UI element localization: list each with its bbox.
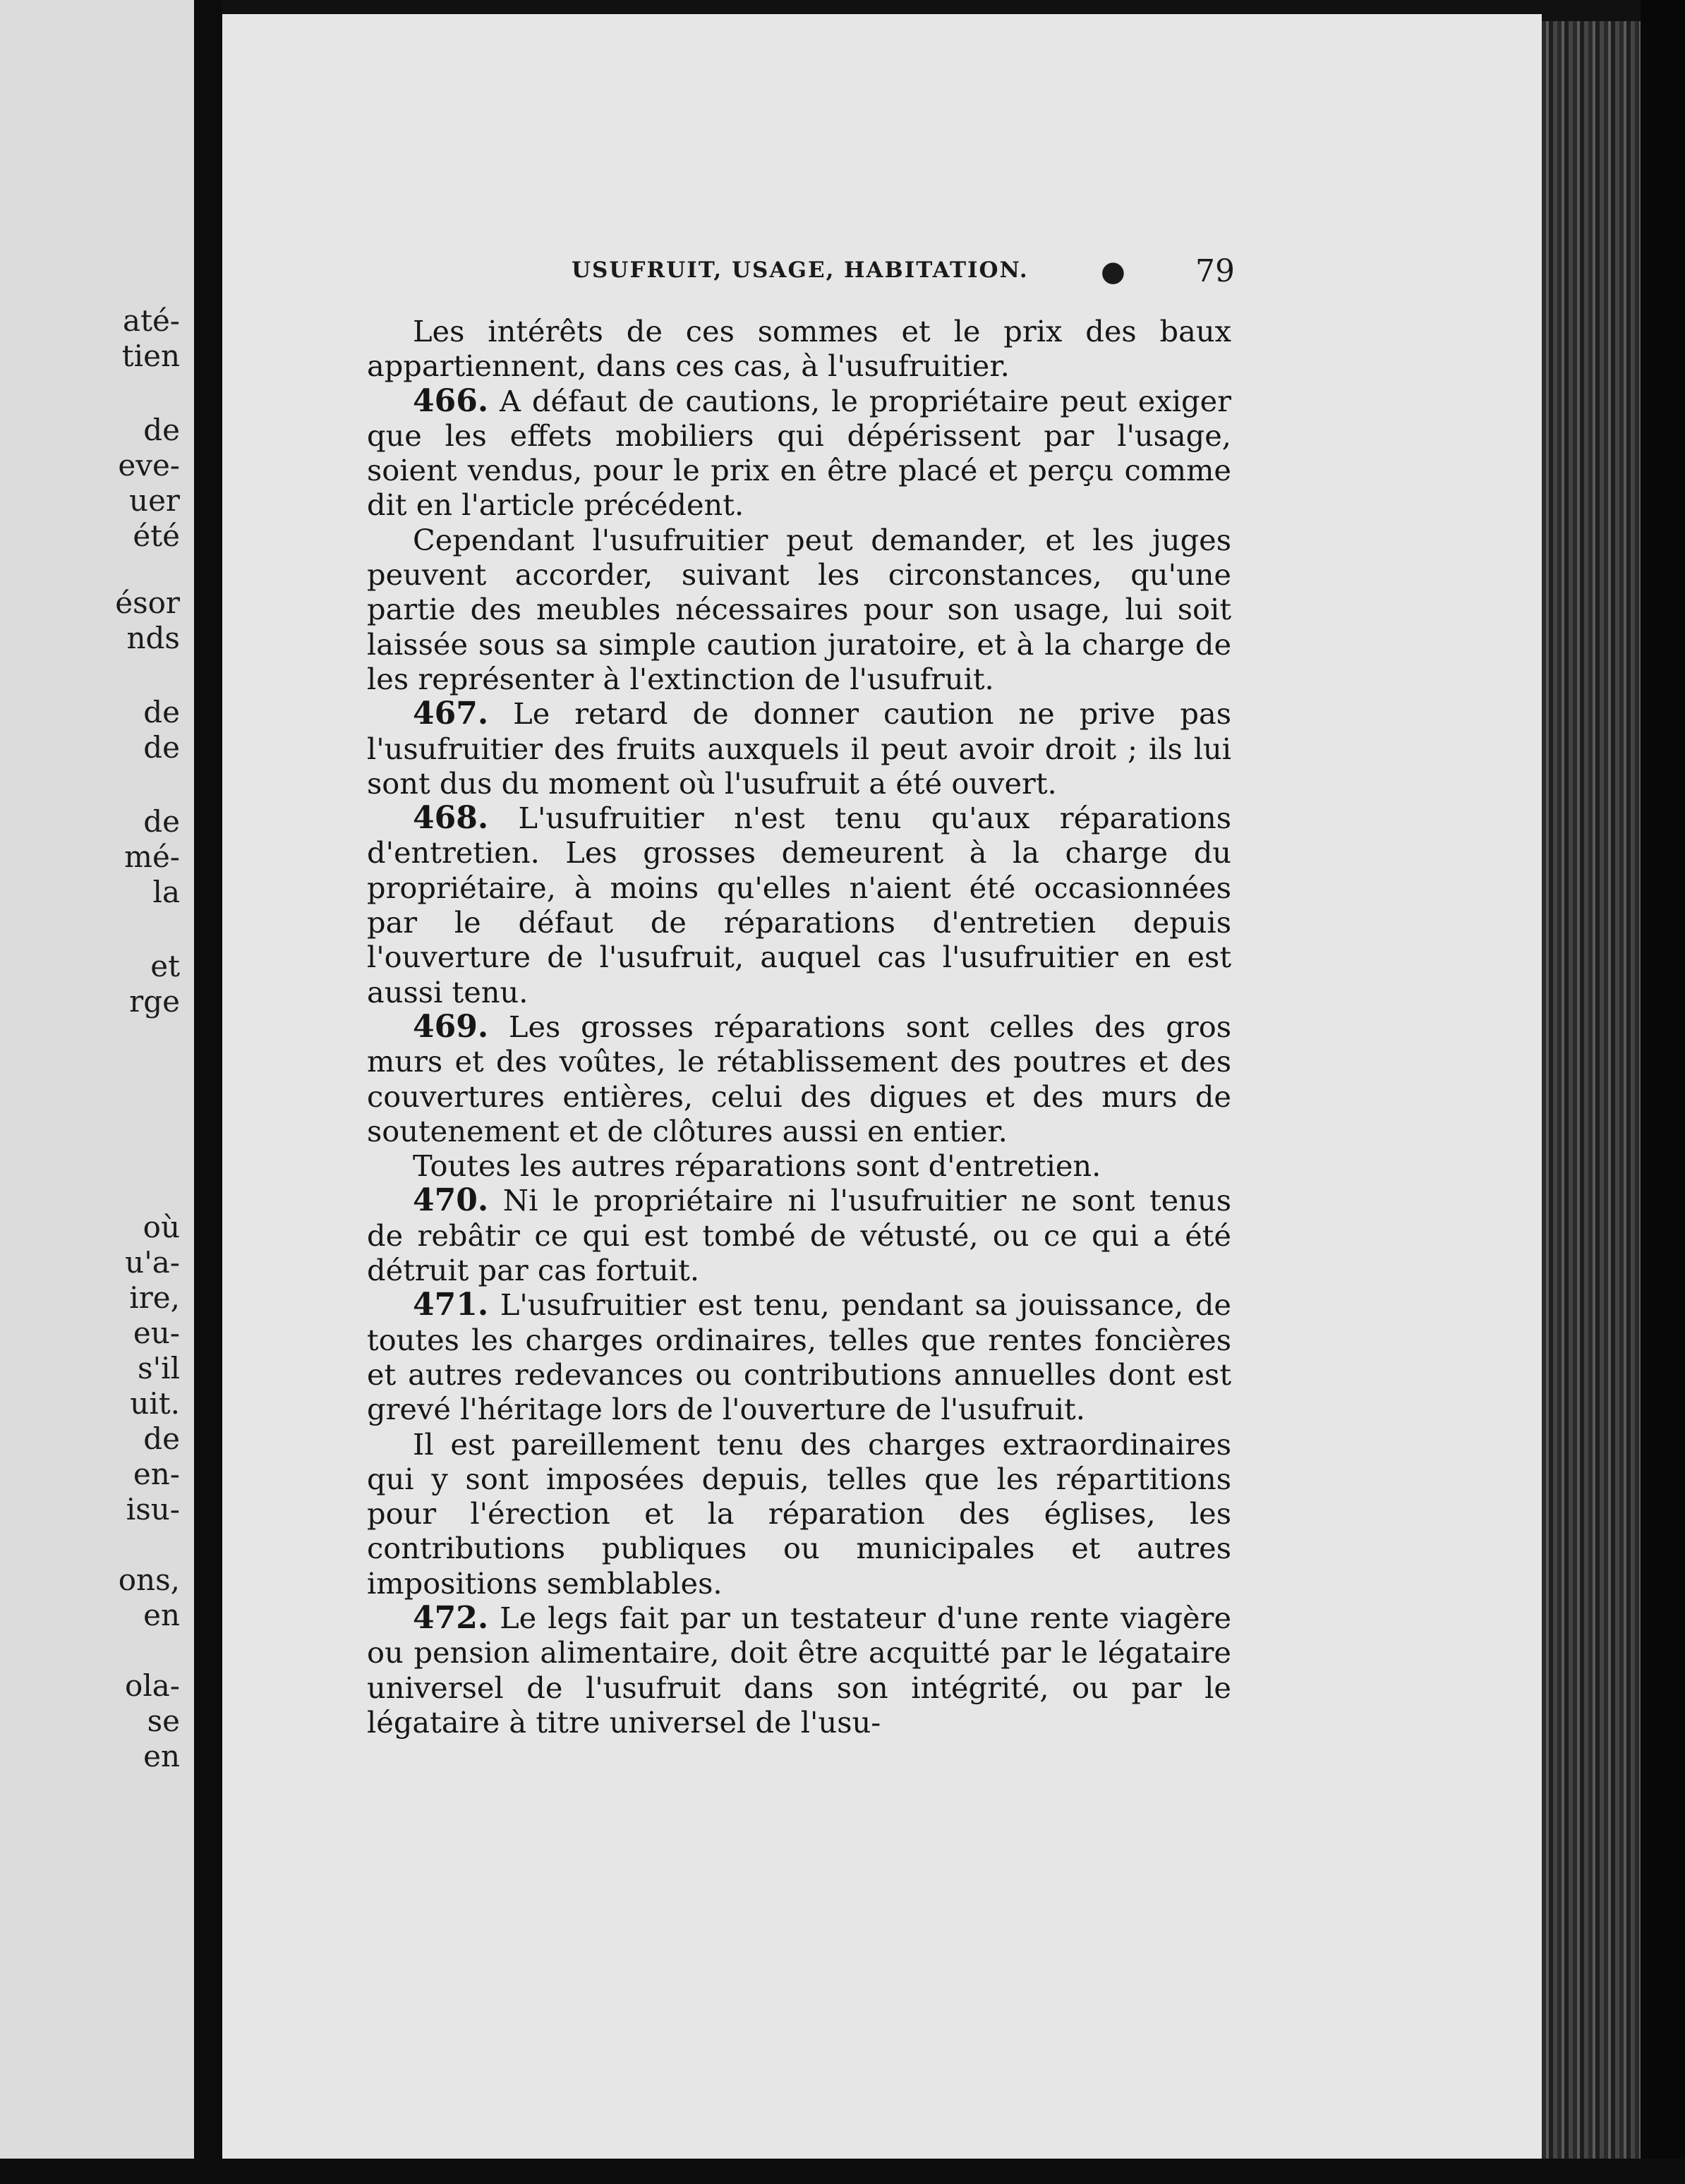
- book-gutter: [194, 0, 222, 2184]
- paragraph-text: Toutes les autres réparations sont d'entretien.: [413, 1148, 1101, 1184]
- article-number: 472.: [413, 1599, 489, 1636]
- left-page-fragment: en: [143, 1598, 180, 1632]
- left-page-fragment: ola-: [125, 1668, 180, 1703]
- bottom-border: [0, 2159, 1685, 2184]
- paragraph: [367, 1287, 1231, 1426]
- left-page-fragment: où: [143, 1210, 180, 1244]
- left-page-fragment: ons,: [118, 1563, 180, 1597]
- paragraph: [367, 314, 1231, 384]
- left-page-fragment: en-: [133, 1457, 180, 1491]
- left-page-fragment: de: [143, 804, 180, 839]
- paragraph-text: Le legs fait par un testateur d'une rente viagère ou pension alimentaire, doit être acquitté par le légataire universel de l'usufruit dans son intégrité, ou par le légataire à titre universel de l'usu-: [367, 1600, 1231, 1740]
- left-page-fragment: se: [147, 1704, 180, 1738]
- article-number: 469.: [413, 1008, 489, 1045]
- paragraph: [367, 1148, 1231, 1183]
- paragraph: [367, 801, 1231, 1009]
- page-number: 79: [1195, 253, 1235, 289]
- left-page-fragment: ire,: [129, 1280, 180, 1315]
- left-page-fragment: tien: [121, 339, 180, 373]
- paragraph-text: Cependant l'usufruitier peut demander, et les juges peuvent accorder, suivant les circonstances, qu'une partie des meubles nécessaires pour son usage, lui soit laissée sous sa simple caution juratoire, et à la charge de les représenter à l'extinction de l'usufruit.: [367, 522, 1231, 696]
- left-page-fragment: eve-: [118, 448, 180, 483]
- article-number: 466.: [413, 382, 489, 419]
- paragraph: [367, 1009, 1231, 1148]
- left-page-fragment: et: [150, 949, 180, 983]
- left-page-fragment: la: [152, 875, 180, 909]
- book-cover-edge: [1641, 0, 1685, 2184]
- left-page-fragment: isu-: [126, 1492, 180, 1527]
- body-text: [367, 314, 1231, 1740]
- article-number: 470.: [413, 1182, 489, 1219]
- left-page-fragment: eu-: [133, 1316, 180, 1350]
- left-page-fragment: nds: [126, 621, 180, 655]
- article-number: 467.: [413, 696, 489, 732]
- left-page-fragment: été: [133, 518, 180, 553]
- header-ornament: ●: [1101, 255, 1127, 288]
- left-page-fragment: de: [143, 695, 180, 729]
- header-title: USUFRUIT, USAGE, HABITATION.: [572, 257, 1029, 283]
- paragraph: [367, 523, 1231, 696]
- paragraph: [367, 384, 1231, 523]
- paragraph: [367, 1183, 1231, 1287]
- running-header: [572, 253, 1235, 289]
- paragraph-text: Les grosses réparations sont celles des gros murs et des voûtes, le rétablissement des poutres et des couvertures entières, celui des digues et des murs de soutenement et de clôtures aussi en entier.: [367, 1009, 1231, 1148]
- paragraph: [367, 1601, 1231, 1740]
- left-page-fragment: s'il: [138, 1351, 180, 1385]
- left-page-fragment: de: [143, 413, 180, 447]
- left-page-fragment: u'a-: [125, 1245, 180, 1280]
- page-edges: [1542, 21, 1641, 2159]
- left-page-fragment: de: [143, 730, 180, 765]
- left-page-fragment: mé-: [124, 839, 180, 874]
- left-page-fragment: uit.: [130, 1386, 180, 1421]
- left-page-fragment: uer: [129, 483, 180, 518]
- left-page-fragment: até-: [123, 303, 180, 338]
- paragraph-text: Ni le propriétaire ni l'usufruitier ne sont tenus de rebâtir ce qui est tombé de vétusté, ou ce qui a été détruit par cas fortuit.: [367, 1183, 1231, 1288]
- paragraph-text: L'usufruitier n'est tenu qu'aux réparations d'entretien. Les grosses demeurent à la charge du propriétaire, à moins qu'elles n'aient été occasionnées par le défaut de réparations d'entretien depuis l'ouverture de l'usufruit, auquel cas l'usufruitier en est aussi tenu.: [367, 801, 1231, 1009]
- left-page: [0, 0, 194, 2184]
- article-number: 471.: [413, 1287, 489, 1323]
- paragraph-text: Les intérêts de ces sommes et le prix des baux appartiennent, dans ces cas, à l'usufruitier.: [367, 314, 1231, 384]
- left-page-fragment: en: [143, 1739, 180, 1773]
- left-page-fragment: rge: [129, 984, 180, 1019]
- paragraph: [367, 1427, 1231, 1601]
- paragraph-text: Il est pareillement tenu des charges extraordinaires qui y sont imposées depuis, telles que les répartitions pour l'érection et la réparation des églises, les contributions publiques ou municipales et autres impositions semblables.: [367, 1426, 1231, 1601]
- paragraph-text: L'usufruitier est tenu, pendant sa jouissance, de toutes les charges ordinaires, telles que rentes foncières et autres redevances ou contributions annuelles dont est grevé l'héritage lors de l'ouverture de l'usufruit.: [367, 1287, 1231, 1427]
- paragraph-text: A défaut de cautions, le propriétaire peut exiger que les effets mobiliers qui dépérissent par l'usage, soient vendus, pour le prix en être placé et perçu comme dit en l'article précédent.: [367, 383, 1231, 523]
- paragraph-text: Le retard de donner caution ne prive pas l'usufruitier des fruits auxquels il peut avoir droit ; ils lui sont dus du moment où l'usufruit a été ouvert.: [367, 696, 1231, 801]
- left-page-fragment: de: [143, 1421, 180, 1456]
- paragraph: [367, 696, 1231, 801]
- article-number: 468.: [413, 800, 489, 837]
- left-page-fragment: ésor: [115, 586, 180, 620]
